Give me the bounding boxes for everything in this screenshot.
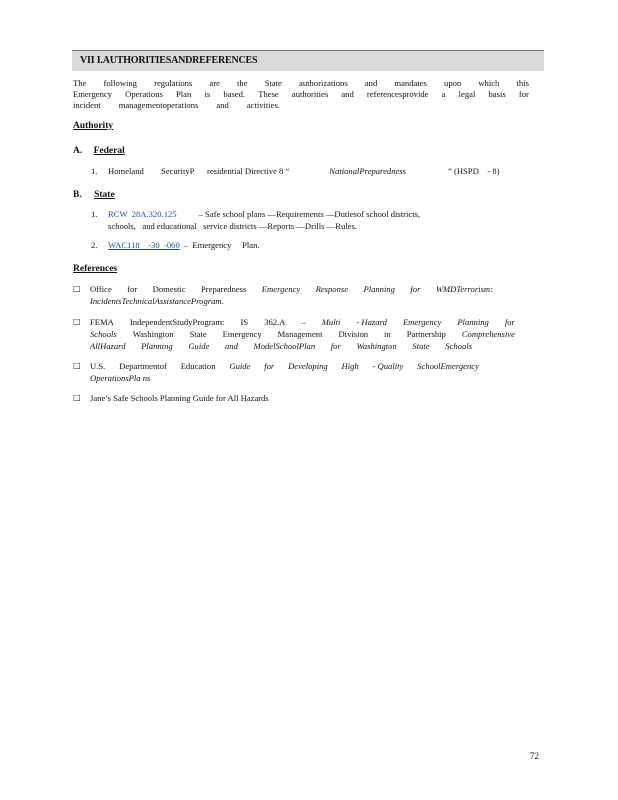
- state-item-1-line-2: schools, and educational service districts —Reports —Drills —Rules.: [108, 221, 357, 231]
- word: and: [225, 341, 238, 351]
- word: Developing: [288, 361, 328, 371]
- federal-item-1-number: 1.: [91, 166, 98, 176]
- word: WMDTerrorism:: [435, 284, 493, 294]
- federal-item-1-text: [108, 165, 500, 177]
- word: the: [237, 78, 248, 88]
- word: a: [441, 89, 446, 99]
- word: Response: [315, 284, 349, 294]
- word: for: [410, 284, 421, 294]
- word: High: [341, 361, 359, 371]
- section-header-bar: [72, 50, 544, 71]
- reference-2-line-1: [90, 316, 515, 328]
- word: and: [341, 89, 354, 99]
- bullet-box-icon: □: [73, 393, 81, 402]
- word: is: [204, 89, 211, 99]
- word: Pla ns: [128, 373, 151, 383]
- reference-4-line-1: [90, 392, 523, 404]
- word: Multi: [321, 317, 341, 327]
- bullet-box-icon: □: [73, 361, 81, 370]
- word: authorities: [291, 89, 329, 99]
- federal-item-1-text-b: ” (HSPD - 8): [448, 166, 500, 176]
- word: State: [412, 341, 430, 351]
- word: and: [216, 100, 229, 110]
- state-item-1-number: 1.: [91, 209, 98, 219]
- word: are: [209, 78, 220, 88]
- intro-paragraph: [73, 78, 529, 111]
- word: Management: [277, 329, 323, 339]
- word: Washington: [132, 329, 174, 339]
- word: in: [384, 329, 391, 339]
- rcw-link[interactable]: RCW 28A.320.125: [108, 209, 177, 219]
- word: Preparedness: [201, 284, 247, 294]
- word: State: [264, 78, 282, 88]
- word: and: [364, 78, 378, 88]
- word: referencesprovide: [366, 89, 429, 99]
- federal-item-1-text-a: Homeland SecurityP residential Directive 8 “: [108, 166, 290, 176]
- word: IS: [240, 317, 249, 327]
- page-number: 72: [530, 751, 539, 761]
- reference-3-line-1: [90, 360, 479, 372]
- word: U.S.: [90, 361, 106, 371]
- state-item-2-rest: – Emergency Plan.: [183, 240, 260, 250]
- word: These: [258, 89, 279, 99]
- intro-line-3: [73, 100, 529, 111]
- references-heading: References: [73, 264, 118, 274]
- reference-1-line-2: [90, 295, 493, 307]
- word: incident: [73, 100, 101, 110]
- word: Washington: [356, 341, 397, 351]
- word: - Quality: [372, 361, 404, 371]
- word: legal: [458, 89, 476, 99]
- state-label: State: [94, 190, 115, 200]
- word: upon: [444, 78, 462, 88]
- word: Schools: [90, 329, 117, 339]
- word: regulations: [154, 78, 193, 88]
- word: for: [127, 284, 138, 294]
- word: Emergency: [261, 284, 301, 294]
- word: SchoolEmergency: [417, 361, 479, 371]
- word: Emergency: [73, 89, 112, 99]
- word: for: [264, 361, 275, 371]
- word: Guide: [188, 341, 210, 351]
- word: FEMA: [90, 317, 114, 327]
- bullet-box-icon: □: [73, 284, 81, 293]
- word: for: [330, 341, 341, 351]
- word: –: [301, 317, 306, 327]
- word: Jane’s Safe Schools Planning Guide for All Hazards: [90, 393, 269, 403]
- word: Division: [338, 329, 369, 339]
- federal-heading: [73, 146, 125, 156]
- word: Departmentof: [119, 361, 167, 371]
- federal-item-1-italic: NationalPreparedness: [329, 166, 406, 176]
- word: for: [504, 317, 515, 327]
- reference-2-line-2: [90, 328, 515, 340]
- word: following: [103, 78, 137, 88]
- word: managementoperations: [118, 100, 199, 110]
- section-title: VII I.AUTHORITIESANDREFERENCES: [80, 55, 258, 66]
- word: - Hazard: [356, 317, 387, 327]
- word: basis: [488, 89, 506, 99]
- word: which: [478, 78, 500, 88]
- word: Comprehensive: [461, 329, 515, 339]
- state-item-1-rest: – Safe school plans —Requirements —Dutiesof school districts,: [198, 209, 421, 219]
- word: Office: [90, 284, 112, 294]
- word: for: [518, 89, 529, 99]
- wac-link[interactable]: WAC118 -30 -060: [108, 240, 180, 250]
- word: based.: [223, 89, 246, 99]
- reference-1-line-1: [90, 283, 493, 295]
- state-item-2-number: 2.: [91, 240, 98, 250]
- word: Operations: [90, 373, 129, 383]
- word: Guide: [229, 361, 251, 371]
- reference-3-line-2: [90, 372, 479, 384]
- word: AllHazard: [90, 341, 126, 351]
- state-heading: [73, 190, 115, 200]
- word: Incidents: [90, 296, 122, 306]
- word: Partnership: [406, 329, 446, 339]
- federal-letter: A.: [73, 146, 83, 156]
- state-item-2-text: [108, 239, 260, 251]
- bullet-box-icon: □: [73, 317, 81, 326]
- word: activities.: [246, 100, 280, 110]
- reference-2-line-3: [90, 340, 472, 352]
- word: 362.A: [264, 317, 286, 327]
- word: Education: [180, 361, 216, 371]
- word: Domestic: [152, 284, 186, 294]
- word: mandates: [394, 78, 427, 88]
- word: Emergency: [222, 329, 262, 339]
- word: The: [73, 78, 87, 88]
- word: Operations: [125, 89, 163, 99]
- word: IndependentStudyProgram:: [129, 317, 225, 327]
- word: TechnicalAssistanceProgram.: [121, 296, 224, 306]
- word: authorizations: [299, 78, 348, 88]
- word: State: [189, 329, 207, 339]
- word: Planning: [363, 284, 395, 294]
- intro-line-2: [73, 89, 529, 100]
- federal-label: Federal: [93, 146, 125, 156]
- word: Planning: [457, 317, 489, 327]
- authority-heading: Authority: [73, 121, 114, 131]
- state-item-1-line-1: [108, 208, 420, 220]
- intro-line-1: [73, 78, 529, 89]
- word: Plan: [176, 89, 192, 99]
- word: this: [516, 78, 529, 88]
- word: Planning: [141, 341, 173, 351]
- word: Schools: [445, 341, 472, 351]
- word: ModelSchoolPlan: [253, 341, 316, 351]
- state-letter: B.: [73, 190, 82, 200]
- word: Emergency: [402, 317, 442, 327]
